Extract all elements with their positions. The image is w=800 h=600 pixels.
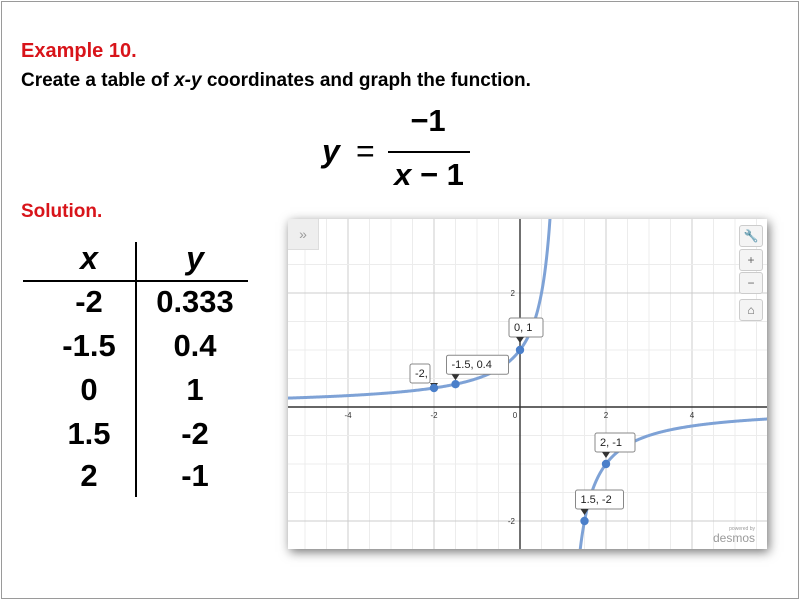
x-tick-label: 0 bbox=[512, 411, 518, 420]
desmos-logo bbox=[691, 526, 755, 544]
data-point bbox=[451, 380, 459, 388]
point-label: 1.5, -2 bbox=[580, 494, 612, 506]
fraction-bar bbox=[388, 151, 470, 153]
equation-equals: = bbox=[356, 133, 375, 169]
data-point bbox=[602, 460, 610, 468]
zoom-in-button[interactable]: + bbox=[739, 249, 763, 271]
x-tick-label: -2 bbox=[430, 411, 438, 420]
table-horizontal-rule bbox=[23, 280, 248, 282]
instruction-pre: Create a table of bbox=[21, 70, 175, 91]
desmos-graph[interactable] bbox=[288, 219, 767, 549]
data-point bbox=[516, 346, 524, 354]
solution-label: Solution. bbox=[21, 201, 103, 222]
point-label-pointer bbox=[516, 337, 524, 343]
instruction-post: coordinates and graph the function. bbox=[201, 70, 531, 91]
table-cell-y: 0.333 bbox=[156, 284, 234, 319]
function-equation bbox=[322, 103, 482, 195]
point-label: 0, 1 bbox=[514, 322, 533, 334]
denominator-rest: − 1 bbox=[411, 157, 464, 192]
table-cell-y: -2 bbox=[181, 416, 209, 451]
point-label-pointer bbox=[452, 374, 460, 380]
table-cell-y: 0.4 bbox=[173, 328, 217, 363]
example-title: Example 10. bbox=[21, 40, 137, 62]
xy-table bbox=[23, 240, 248, 498]
denominator-variable: x bbox=[394, 157, 412, 192]
table-cell-x: -1.5 bbox=[62, 328, 116, 363]
zoom-out-button[interactable]: − bbox=[739, 272, 763, 294]
table-cell-y: 1 bbox=[186, 372, 204, 407]
x-tick-label: 4 bbox=[689, 411, 695, 420]
point-label: -1.5, 0.4 bbox=[451, 359, 492, 372]
data-point bbox=[580, 517, 588, 525]
table-cell-x: -2 bbox=[75, 284, 103, 319]
y-tick-label: -2 bbox=[507, 517, 515, 526]
equation-lhs: y bbox=[322, 133, 340, 169]
table-cell-x: 2 bbox=[80, 458, 98, 493]
wrench-icon[interactable]: 🔧 bbox=[739, 225, 763, 247]
table-header-y: y bbox=[186, 240, 204, 276]
point-label: 2, -1 bbox=[600, 437, 623, 449]
instruction-text bbox=[21, 70, 531, 92]
equation-denominator bbox=[388, 157, 470, 193]
data-point bbox=[430, 384, 438, 392]
desmos-wordmark: desmos bbox=[712, 531, 755, 545]
table-header-x: x bbox=[80, 240, 98, 276]
instruction-variable: x-y bbox=[174, 70, 202, 91]
table-cell-y: -1 bbox=[181, 458, 209, 493]
point-label: -2, bbox=[415, 368, 428, 381]
x-tick-label: -4 bbox=[344, 411, 352, 420]
desmos-powered-by: powered by bbox=[729, 526, 755, 532]
table-cell-x: 0 bbox=[80, 372, 98, 407]
home-icon[interactable]: ⌂ bbox=[739, 299, 763, 321]
point-label-pointer bbox=[602, 452, 610, 458]
equation-numerator: −1 bbox=[410, 103, 446, 138]
graph-canvas[interactable] bbox=[288, 219, 767, 549]
expand-panel-button[interactable]: » bbox=[288, 219, 319, 250]
x-tick-label: 2 bbox=[603, 411, 609, 420]
table-cell-x: 1.5 bbox=[67, 416, 111, 451]
y-tick-label: 2 bbox=[510, 289, 515, 298]
